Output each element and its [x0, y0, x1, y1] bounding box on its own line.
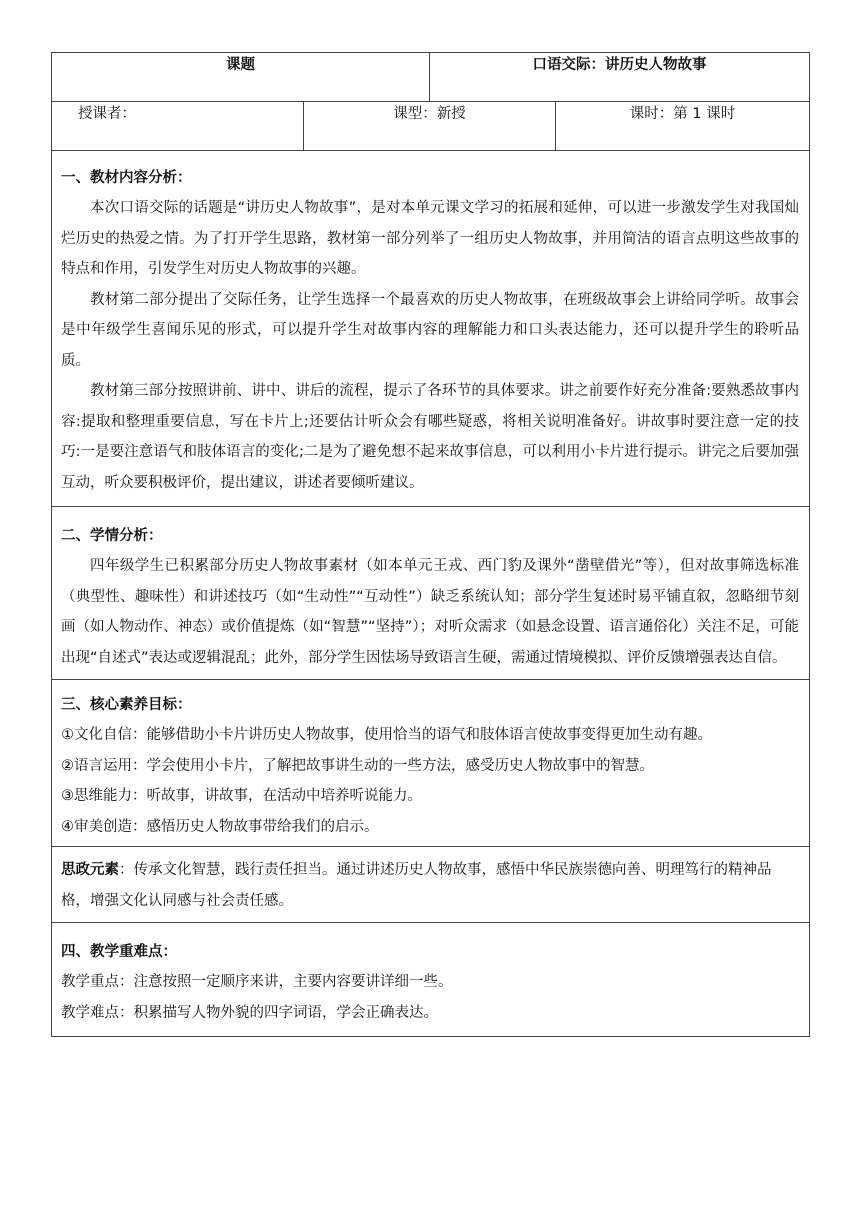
goal-item-aesthetic: ④审美创造：感悟历史人物故事带给我们的启示。: [61, 818, 379, 835]
student-analysis-cell: [52, 507, 810, 680]
ideology-text: ：传承文化智慧，践行责任担当。通过讲述历史人物故事，感悟中华民族崇德向善、明理笃行的精神品格，增强文化认同感与社会责任感。: [61, 862, 772, 909]
topic-row: [52, 53, 810, 102]
key-points-row: [52, 923, 810, 1037]
student-analysis-paragraph: 四年级学生已积累部分历史人物故事素材（如本单元王戎、西门豹及课外“凿壁借光”等），但对故事筛选标准（典型性、趣味性）和讲述技巧（如“生动性”“互动性”）缺乏系统认知；部分学生复述时易平铺直叙，忽略细节刻画（如人物动作、神态）或价值提炼（如“智慧”“坚持”）；对听众需求（如悬念设置、语言通俗化）关注不足，可能出现“自述式”表达或逻辑混乱；此外，部分学生因怯场导致语言生硬，需通过情境模拟、评价反馈增强表达自信。: [61, 558, 799, 666]
textbook-analysis-cell: [52, 151, 810, 507]
student-analysis-row: [52, 507, 810, 680]
meta-row: [52, 102, 810, 151]
ideology-row: [52, 847, 810, 923]
core-goals-row: [52, 680, 810, 847]
core-goals-title: 三、核心素养目标：: [61, 697, 192, 713]
student-analysis-title: 二、学情分析：: [61, 528, 163, 544]
ideology-cell: [52, 847, 810, 923]
goal-item-culture: ①文化自信：能够借助小卡片讲历史人物故事，使用恰当的语气和肢体语言使故事变得更加生动有趣。: [61, 727, 712, 743]
lesson-plan-table: [51, 52, 810, 1037]
teaching-focus: 教学重点：注意按照一定顺序来讲，主要内容要讲详细一些。: [61, 974, 453, 990]
textbook-paragraph-1: 本次口语交际的话题是“讲历史人物故事”，是对本单元课文学习的拓展和延伸，可以进一步激发学生对我国灿烂历史的热爱之情。为了打开学生思路，教材第一部分列举了一组历史人物故事，并用简洁的语言点明这些故事的特点和作用，引发学生对历史人物故事的兴趣。: [61, 200, 799, 277]
key-points-title: 四、教学重难点：: [61, 944, 177, 960]
teaching-difficulty: 教学难点：积累描写人物外貌的四字词语，学会正确表达。: [61, 1004, 438, 1021]
textbook-paragraph-3: 教材第三部分按照讲前、讲中、讲后的流程，提示了各环节的具体要求。讲之前要作好充分准备:要熟悉故事内容:提取和整理重要信息，写在卡片上;还要估计听众会有哪些疑惑，将相关说明准备好。讲故事时要注意一定的技巧:一是要注意语气和肢体语言的变化;二是为了避免想不起来故事信息，可以利用小卡片进行提示。讲完之后要加强互动，听众要积极评价，提出建议，讲述者要倾听建议。: [61, 383, 799, 491]
core-goals-cell: [52, 680, 810, 847]
lesson-plan-document: [51, 52, 809, 1037]
key-points-cell: [52, 923, 810, 1037]
topic-label: 课题: [52, 53, 430, 102]
goal-item-thinking: ③思维能力：听故事，讲故事，在活动中培养听说能力。: [61, 788, 422, 804]
topic-value: 口语交际：讲历史人物故事: [430, 53, 810, 102]
textbook-analysis-title: 一、教材内容分析：: [61, 170, 192, 186]
textbook-analysis-row: [52, 151, 810, 507]
periods-cell: 课时：第 1 课时: [556, 102, 810, 151]
ideology-label: 思政元素: [61, 862, 119, 878]
teacher-cell: 授课者：: [52, 102, 304, 151]
goal-item-language: ②语言运用：学会使用小卡片，了解把故事讲生动的一些方法，感受历史人物故事中的智慧。: [61, 757, 654, 774]
lesson-type-cell: 课型：新授: [304, 102, 556, 151]
textbook-paragraph-2: 教材第二部分提出了交际任务，让学生选择一个最喜欢的历史人物故事，在班级故事会上讲给同学听。故事会是中年级学生喜闻乐见的形式，可以提升学生对故事内容的理解能力和口头表达能力，还可以提升学生的聆听品质。: [61, 291, 799, 369]
